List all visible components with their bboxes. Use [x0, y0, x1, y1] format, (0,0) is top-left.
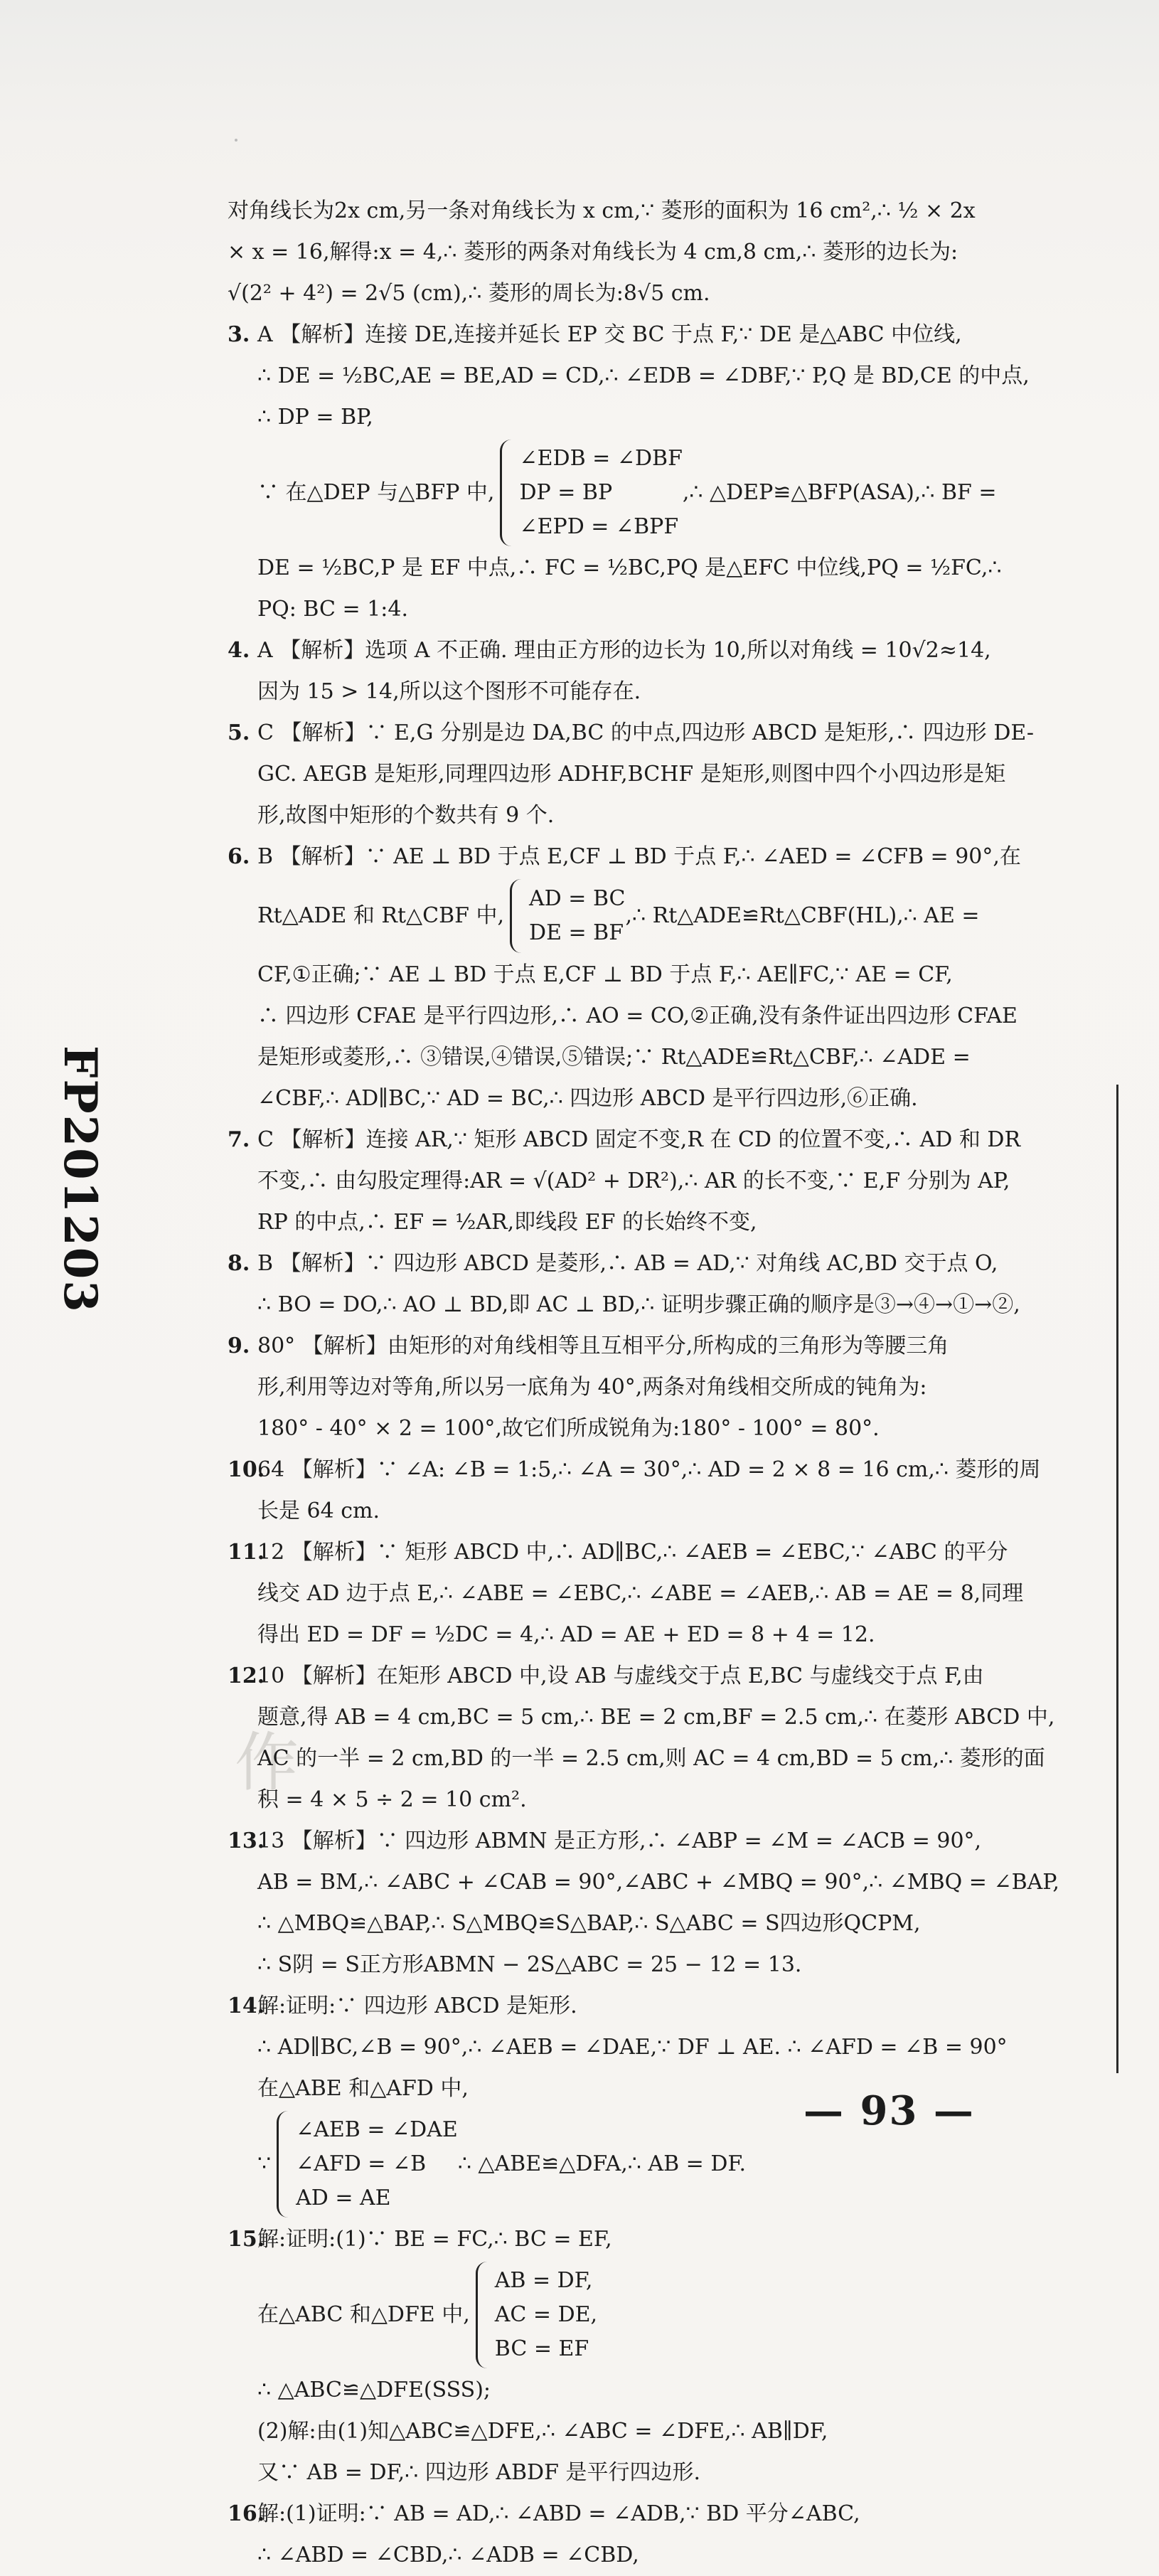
answer-entry-11: [228, 1532, 1113, 1656]
system-lines: [519, 442, 682, 544]
system-line: ∠AEB = ∠DAE: [296, 2117, 458, 2142]
system-line: AD = BC: [529, 886, 626, 911]
answer-entry-7: [228, 1119, 1113, 1243]
entry-line: 10 【解析】在矩形 ABCD 中,设 AB 与虚线交于点 E,BC 与虚线交于点 F,由: [257, 1664, 984, 1688]
system-prefix: 在△ABC 和△DFE 中,: [257, 2302, 470, 2327]
intro-block: [228, 191, 1113, 314]
page-number: — 93 —: [803, 2087, 975, 2134]
equation-system: [257, 2262, 1113, 2368]
entry-line: ∴ AD∥BC,∠B = 90°,∴ ∠AEB = ∠DAE,∵ DF ⊥ AE. ∴ ∠AFD = ∠B = 90°: [257, 2035, 1008, 2060]
entry-line: (2)解:由(1)知△ABC≌△DFE,∴ ∠ABC = ∠DFE,∴ AB∥DF,: [257, 2419, 828, 2444]
system-prefix: ∵ 在△DEP 与△BFP 中,: [257, 480, 495, 505]
entry-line: B 【解析】∵ AE ⊥ BD 于点 E,CF ⊥ BD 于点 F,∴ ∠AED = ∠CFB = 90°,在: [257, 844, 1021, 869]
answer-entry-4: [228, 630, 1113, 713]
entry-body: [257, 1821, 1113, 1986]
entry-line: ∴ BO = DO,∴ AO ⊥ BD,即 AC ⊥ BD,∴ 证明步骤正确的顺序是③→④→①→②,: [257, 1292, 1020, 1317]
entry-line: 不变,∴ 由勾股定理得:AR = √(AD² + DR²),∴ AR 的长不变,∵ E,F 分别为 AP,: [257, 1169, 1010, 1193]
entry-line: 是矩形或菱形,∴ ③错误,④错误,⑤错误;∵ Rt△ADE≌Rt△CBF,∴ ∠ADE =: [257, 1045, 971, 1070]
side-code: [28, 1045, 114, 1314]
entry-line: 12 【解析】∵ 矩形 ABCD 中,∴ AD∥BC,∴ ∠AEB = ∠EBC,∵ ∠ABC 的平分: [257, 1540, 1008, 1565]
answer-entry-8: [228, 1243, 1113, 1326]
entry-line: C 【解析】连接 AR,∵ 矩形 ABCD 固定不变,R 在 CD 的位置不变,∴ AD 和 DR: [257, 1127, 1021, 1152]
answer-entry-16: [228, 2493, 1113, 2576]
equation-system: [257, 879, 1113, 953]
entry-number: 8.: [228, 1251, 250, 1276]
entry-line: C 【解析】∵ E,G 分别是边 DA,BC 的中点,四边形 ABCD 是矩形,∴ 四边形 DE-: [257, 720, 1034, 745]
entry-number: 15.: [228, 2227, 265, 2252]
entry-line: ∴ ∠ABD = ∠CBD,∴ ∠ADB = ∠CBD,: [257, 2543, 639, 2567]
system-suffix: ∴ △ABE≌△DFA,∴ AB = DF.: [457, 2151, 747, 2176]
entry-line: 解:证明:∵ 四边形 ABCD 是矩形.: [257, 1994, 577, 2018]
system-lines: [529, 882, 625, 950]
answer-entry-3: [228, 314, 1113, 630]
entry-body: [257, 713, 1113, 836]
system-line: DE = BF: [529, 920, 624, 945]
entry-line: 在△ABE 和△AFD 中,: [257, 2076, 469, 2101]
entry-number: 11.: [228, 1540, 265, 1565]
entry-line: 又∵ AB = DF,∴ 四边形 ABDF 是平行四边形.: [257, 2460, 700, 2485]
entry-number: 9.: [228, 1334, 250, 1358]
system-line: AB = DF,: [494, 2268, 593, 2293]
equation-system: [257, 440, 1113, 546]
entry-line: 线交 AD 边于点 E,∴ ∠ABE = ∠EBC,∴ ∠ABE = ∠AEB,∴ AB = AE = 8,同理: [257, 1581, 1024, 1606]
entry-line: ∴ S阴 = S正方形ABMN − 2S△ABC = 25 − 12 = 13.: [257, 1952, 802, 1977]
entry-line: ∴ △ABC≌△DFE(SSS);: [257, 2378, 491, 2402]
entry-line: ∴ DE = ½BC,AE = BE,AD = CD,∴ ∠EDB = ∠DBF,∵ P,Q 是 BD,CE 的中点,: [257, 363, 1030, 388]
entry-body: [257, 1449, 1113, 1532]
entry-number: 13.: [228, 1829, 265, 1853]
entry-line: ∠CBF,∴ AD∥BC,∵ AD = BC,∴ 四边形 ABCD 是平行四边形,⑥正确.: [257, 1086, 918, 1111]
entry-body: [257, 2493, 1113, 2576]
brace-icon: [277, 2111, 289, 2218]
entry-line: 解:证明:(1)∵ BE = FC,∴ BC = EF,: [257, 2227, 612, 2252]
system-line: ∠EPD = ∠BPF: [519, 514, 679, 539]
brace-icon: [500, 440, 512, 546]
entry-line: 得出 ED = DF = ½DC = 4,∴ AD = AE + ED = 8 + 4 = 12.: [257, 1622, 875, 1647]
entry-line: 形,故图中矩形的个数共有 9 个.: [257, 803, 555, 828]
entry-line: 因为 15 > 14,所以这个图形不可能存在.: [257, 679, 641, 704]
entry-number: 6.: [228, 844, 250, 869]
entry-number: 16.: [228, 2501, 265, 2526]
entry-line: ∴ DP = BP,: [257, 405, 373, 430]
entry-body: [257, 836, 1113, 1119]
system-prefix: ∵: [257, 2151, 272, 2176]
side-code-text: FP201203: [53, 1045, 107, 1314]
entry-number: 12.: [228, 1664, 265, 1688]
entry-body: [257, 630, 1113, 713]
entry-line: AC 的一半 = 2 cm,BD 的一半 = 2.5 cm,则 AC = 4 cm,BD = 5 cm,∴ 菱形的面: [257, 1746, 1045, 1771]
entry-body: [257, 1986, 1113, 2219]
entry-line: ∴ △MBQ≌△BAP,∴ S△MBQ≌S△BAP,∴ S△ABC = S四边形QCPM,: [257, 1911, 921, 1936]
entry-number: 3.: [228, 322, 250, 347]
system-line: AC = DE,: [494, 2302, 598, 2327]
entry-number: 10.: [228, 1457, 265, 1482]
system-line: AD = AE: [296, 2186, 391, 2210]
answer-entry-6: [228, 836, 1113, 1119]
answer-entry-5: [228, 713, 1113, 836]
answer-entry-12: [228, 1656, 1113, 1821]
entry-line: 积 = 4 × 5 ÷ 2 = 10 cm².: [257, 1787, 527, 1812]
entry-body: [257, 1532, 1113, 1656]
entry-line: A 【解析】连接 DE,连接并延长 EP 交 BC 于点 F,∵ DE 是△ABC 中位线,: [257, 322, 962, 347]
brace-icon: [476, 2262, 488, 2368]
right-margin-rule: [1116, 1085, 1118, 2073]
intro-line: 对角线长为2x cm,另一条对角线长为 x cm,∵ 菱形的面积为 16 cm²,∴ ½ × 2x: [228, 198, 976, 223]
entry-body: [257, 1243, 1113, 1326]
intro-line: √(2² + 4²) = 2√5 (cm),∴ 菱形的周长为:8√5 cm.: [228, 281, 710, 306]
answer-entry-10: [228, 1449, 1113, 1532]
entry-line: PQ: BC = 1:4.: [257, 597, 409, 622]
system-prefix: Rt△ADE 和 Rt△CBF 中,: [257, 903, 505, 928]
system-suffix: ,∴ △DEP≌△BFP(ASA),∴ BF =: [682, 480, 997, 505]
watermark-glyph: 作: [235, 1725, 299, 1800]
entry-line: 13 【解析】∵ 四边形 ABMN 是正方形,∴ ∠ABP = ∠M = ∠ACB = 90°,: [257, 1829, 982, 1853]
entry-line: GC. AEGB 是矩形,同理四边形 ADHF,BCHF 是矩形,则图中四个小四边形是矩: [257, 762, 1006, 787]
entry-line: 180° - 40° × 2 = 100°,故它们所成锐角为:180° - 100° = 80°.: [257, 1416, 880, 1441]
entry-line: DE = ½BC,P 是 EF 中点,∴ FC = ½BC,PQ 是△EFC 中位线,PQ = ½FC,∴: [257, 555, 1002, 580]
entry-body: [257, 1119, 1113, 1243]
system-line: DP = BP: [519, 480, 613, 505]
entry-line: CF,①正确;∵ AE ⊥ BD 于点 E,CF ⊥ BD 于点 F,∴ AE∥FC,∵ AE = CF,: [257, 962, 953, 987]
entry-number: 7.: [228, 1127, 250, 1152]
system-line: BC = EF: [494, 2336, 589, 2361]
answer-entry-15: [228, 2219, 1113, 2493]
brace-icon: [510, 879, 522, 953]
entry-line: 80° 【解析】由矩形的对角线相等且互相平分,所构成的三角形为等腰三角: [257, 1334, 949, 1358]
system-line: ∠AFD = ∠B: [296, 2151, 427, 2176]
answer-entry-9: [228, 1326, 1113, 1449]
answer-entry-13: [228, 1821, 1113, 1986]
entry-number: 4.: [228, 638, 250, 663]
entry-line: ∴ 四边形 CFAE 是平行四边形,∴ AO = CO,②正确,没有条件证出四边形 CFAE: [257, 1004, 1018, 1028]
entry-line: RP 的中点,∴ EF = ½AR,即线段 EF 的长始终不变,: [257, 1210, 757, 1235]
system-suffix: ,∴ Rt△ADE≌Rt△CBF(HL),∴ AE =: [625, 903, 980, 928]
entry-line: 题意,得 AB = 4 cm,BC = 5 cm,∴ BE = 2 cm,BF = 2.5 cm,∴ 在菱形 ABCD 中,: [257, 1705, 1055, 1730]
entry-line: 解:(1)证明:∵ AB = AD,∴ ∠ABD = ∠ADB,∵ BD 平分∠ABC,: [257, 2501, 860, 2526]
scan-speck: [235, 139, 237, 142]
answer-entry-14: [228, 1986, 1113, 2219]
entry-number: 14.: [228, 1994, 265, 2018]
entry-body: [257, 1656, 1113, 1821]
entry-body: [257, 2219, 1113, 2493]
system-lines: [296, 2113, 458, 2215]
entry-body: [257, 1326, 1113, 1449]
entry-line: B 【解析】∵ 四边形 ABCD 是菱形,∴ AB = AD,∵ 对角线 AC,BD 交于点 O,: [257, 1251, 998, 1276]
answer-content: [228, 191, 1113, 2576]
system-line: ∠EDB = ∠DBF: [519, 446, 683, 471]
entry-body: [257, 314, 1113, 630]
entry-line: 64 【解析】∵ ∠A: ∠B = 1:5,∴ ∠A = 30°,∴ AD = 2 × 8 = 16 cm,∴ 菱形的周: [257, 1457, 1041, 1482]
entry-line: 长是 64 cm.: [257, 1499, 380, 1523]
system-lines: [495, 2264, 597, 2366]
entry-number: 5.: [228, 720, 250, 745]
entry-line: 形,利用等边对等角,所以另一底角为 40°,两条对角线相交所成的钝角为:: [257, 1375, 927, 1400]
equation-system: [257, 2111, 1113, 2218]
entry-line: A 【解析】选项 A 不正确. 理由正方形的边长为 10,所以对角线 = 10√2≈14,: [257, 638, 991, 663]
entry-line: AB = BM,∴ ∠ABC + ∠CAB = 90°,∠ABC + ∠MBQ = 90°,∴ ∠MBQ = ∠BAP,: [257, 1870, 1059, 1895]
intro-line: × x = 16,解得:x = 4,∴ 菱形的两条对角线长为 4 cm,8 cm,∴ 菱形的边长为:: [228, 240, 958, 265]
